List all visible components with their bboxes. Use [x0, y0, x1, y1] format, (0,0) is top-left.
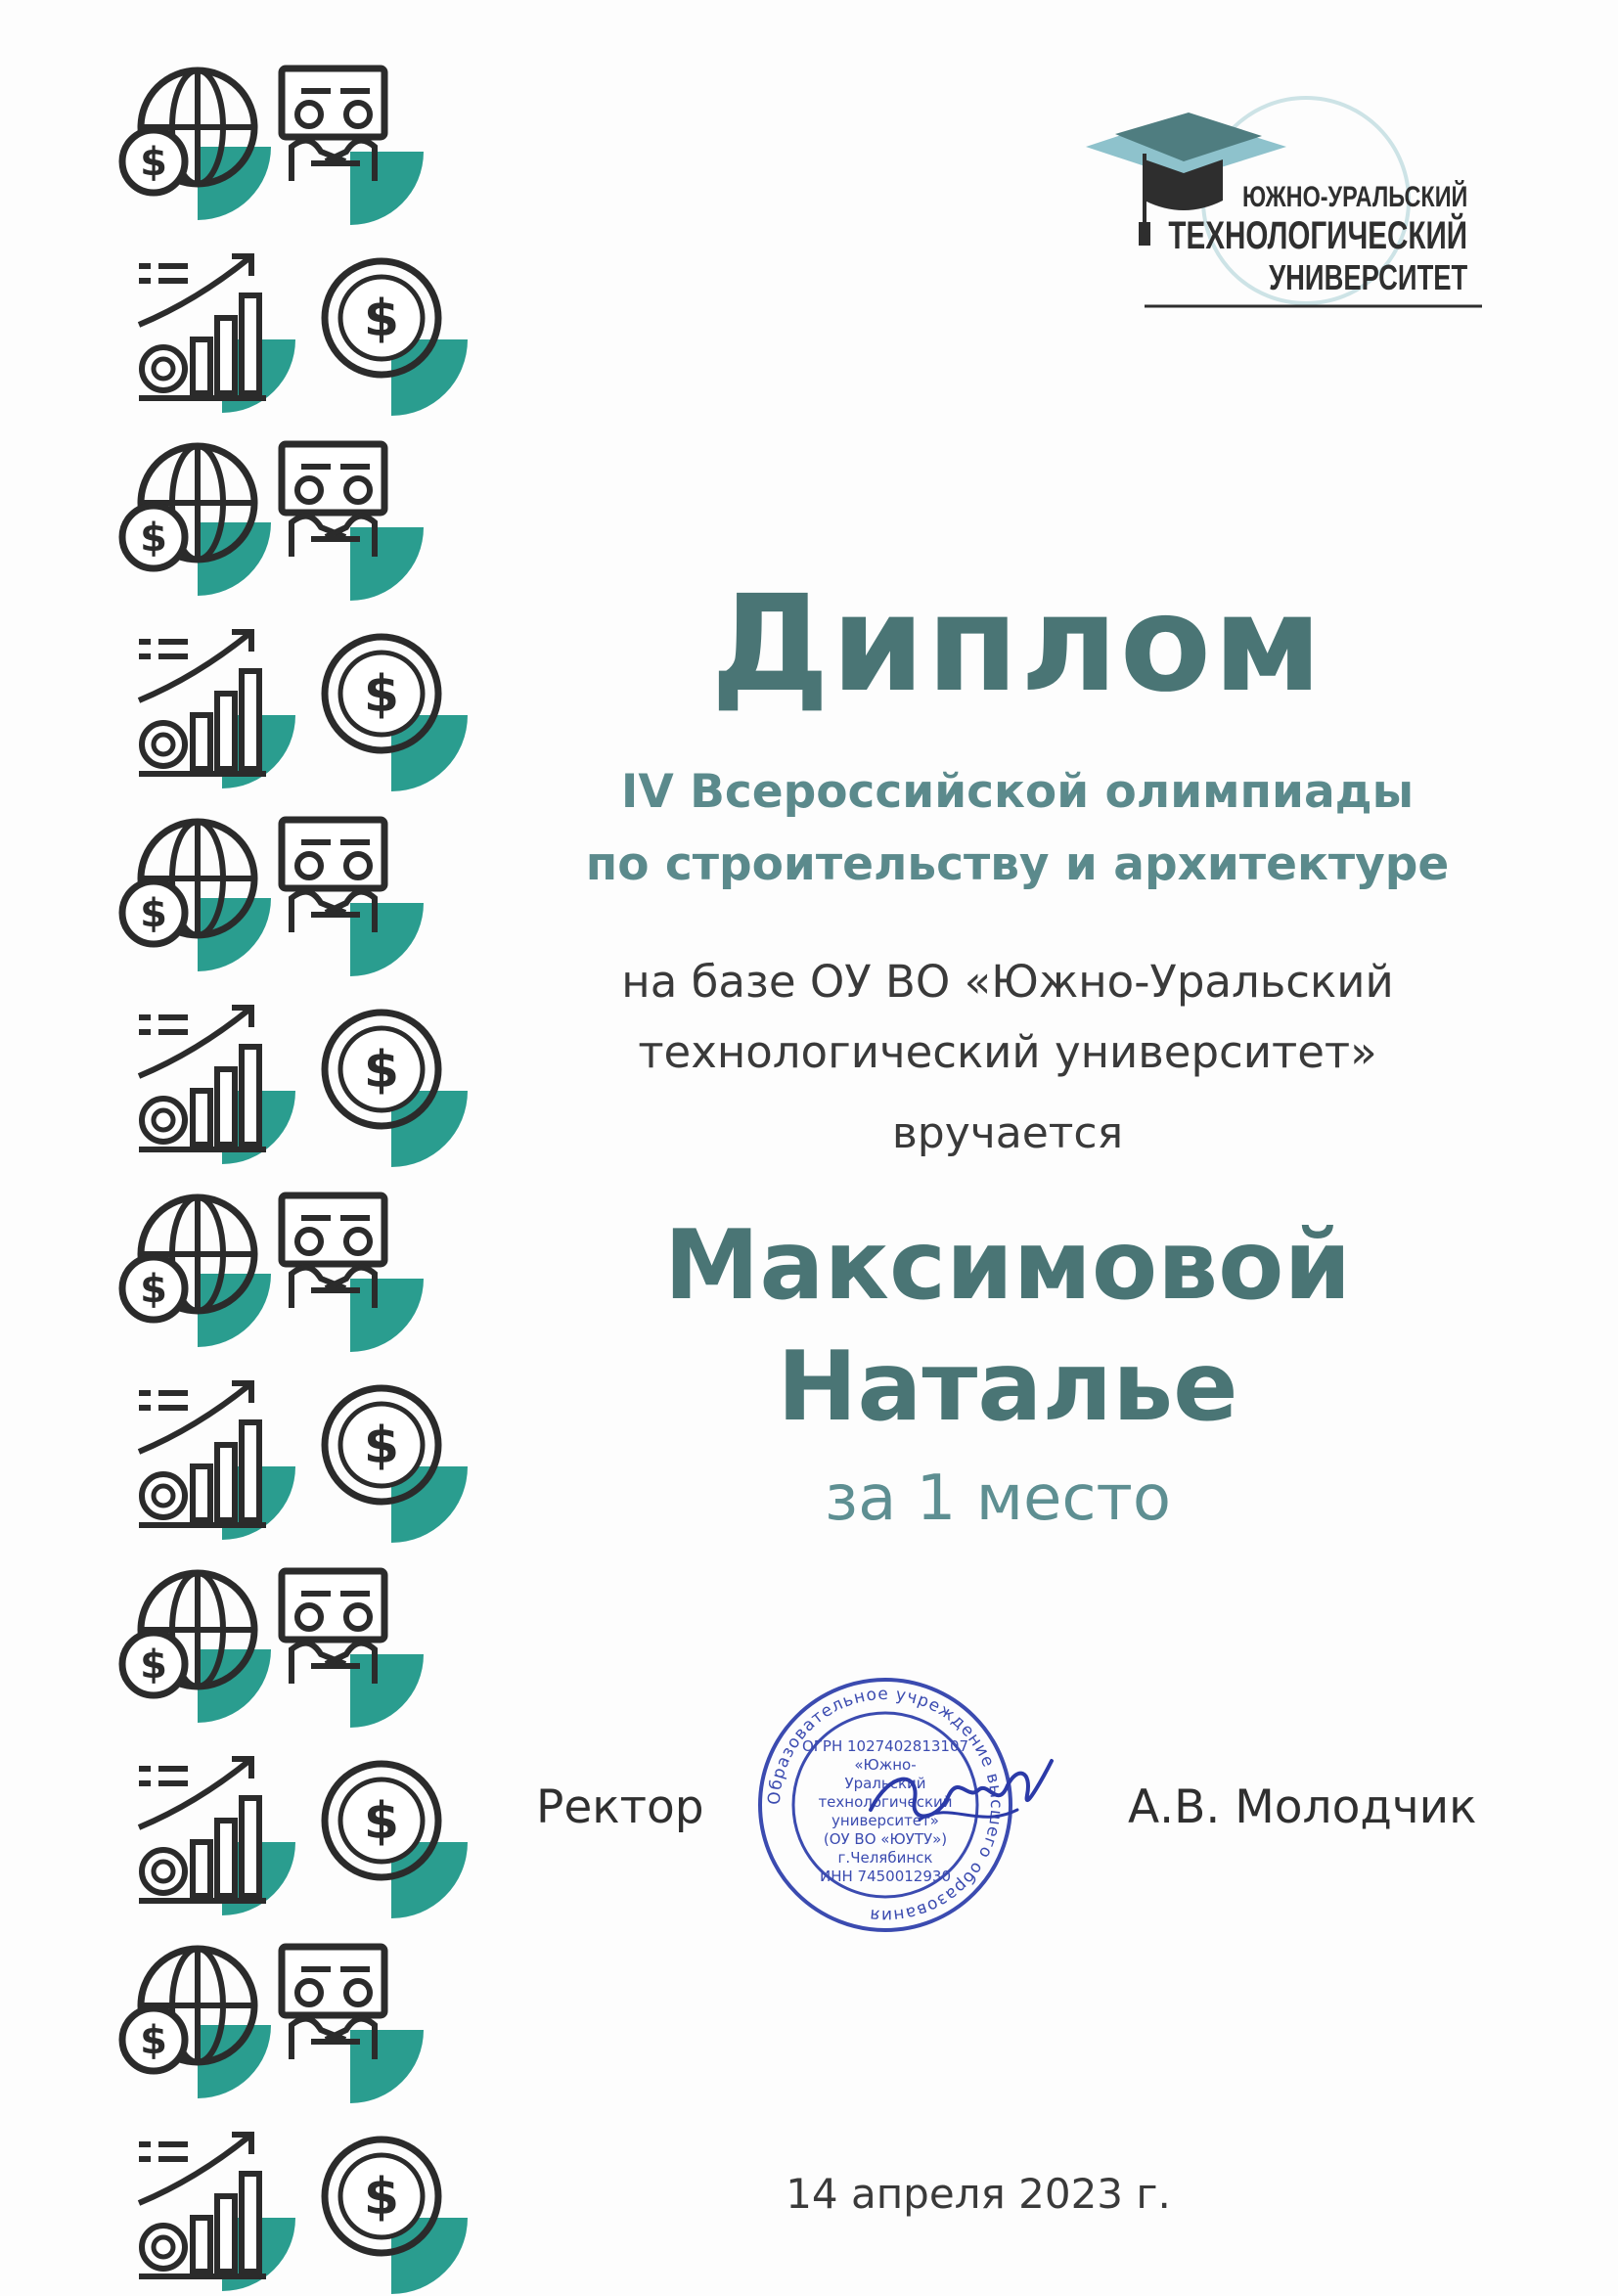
svg-text:$: $: [363, 1417, 400, 1475]
subtitle-line-2: по строительству и архитектуре: [585, 837, 1450, 891]
growth-chart-icon: [110, 1369, 315, 1545]
svg-text:$: $: [140, 1643, 167, 1688]
presentation-meeting-icon: [252, 1181, 458, 1357]
stamp-inner-line: университет»: [831, 1812, 939, 1829]
svg-text:$: $: [140, 140, 167, 185]
growth-chart-icon: [110, 1744, 315, 1920]
stamp-inner-line: «Южно-: [854, 1756, 917, 1774]
decorative-icon-column: [0, 0, 460, 2288]
stamp-inner-line: Уральский: [844, 1775, 926, 1792]
svg-text:$: $: [363, 1792, 400, 1851]
svg-text:$: $: [140, 891, 167, 936]
svg-text:$: $: [363, 1041, 400, 1100]
stamp-inner-line: г.Челябинск: [837, 1849, 933, 1867]
stamp-inner-line: ИНН 7450012930: [820, 1868, 951, 1885]
recipient-name: [587, 1205, 1428, 1448]
issue-date: 14 апреля 2023 г.: [786, 2170, 1171, 2218]
dollar-cycle-icon: [289, 2120, 494, 2296]
logo-text-line-2: ТЕХНОЛОГИЧЕСКИЙ: [1168, 214, 1467, 257]
growth-chart-icon: [110, 617, 315, 793]
university-logo: [1076, 93, 1487, 323]
dollar-cycle-icon: [289, 617, 494, 793]
rector-signature: [861, 1741, 1056, 1849]
stamp-ring-text: Образовательное учреждение высшего образования: [764, 1684, 1007, 1926]
stamp-inner-line: ОГРН 1027402813107: [801, 1737, 969, 1755]
recipient-first-name: Наталье: [777, 1331, 1238, 1443]
rector-label: Ректор: [536, 1780, 704, 1834]
dollar-cycle-icon: [289, 242, 494, 418]
stamp-inner-line: (ОУ ВО «ЮУТУ»): [823, 1830, 948, 1848]
presentation-meeting-icon: [252, 805, 458, 981]
host-line-2: технологический университет»: [638, 1026, 1377, 1078]
rector-name: А.В. Молодчик: [1128, 1780, 1477, 1834]
dollar-cycle-icon: [289, 1744, 494, 1920]
svg-text:$: $: [140, 516, 167, 561]
dollar-cycle-icon: [289, 993, 494, 1169]
diploma-title: Диплом: [710, 567, 1325, 722]
awarded-text: вручается: [891, 1108, 1124, 1158]
logo-text-line-3: УНИВЕРСИТЕТ: [1268, 257, 1467, 297]
place-text: за 1 место: [825, 1463, 1171, 1535]
logo-text-line-1: ЮЖНО-УРАЛЬСКИЙ: [1241, 181, 1467, 213]
presentation-meeting-icon: [252, 1932, 458, 2108]
presentation-meeting-icon: [252, 54, 458, 230]
presentation-meeting-icon: [252, 429, 458, 606]
dollar-cycle-icon: [289, 1369, 494, 1545]
svg-text:$: $: [363, 290, 400, 348]
subtitle-line-1: IV Всероссийской олимпиады: [620, 765, 1415, 819]
olympiad-subtitle: [489, 756, 1546, 901]
svg-text:$: $: [140, 1267, 167, 1312]
svg-text:$: $: [363, 665, 400, 724]
presentation-meeting-icon: [252, 1556, 458, 1733]
growth-chart-icon: [110, 2120, 315, 2296]
recipient-surname: Максимовой: [663, 1210, 1352, 1322]
svg-text:$: $: [140, 2018, 167, 2063]
stamp-inner-line: технологический: [818, 1793, 953, 1811]
host-institution: [548, 947, 1467, 1088]
growth-chart-icon: [110, 993, 315, 1169]
growth-chart-icon: [110, 242, 315, 418]
host-line-1: на базе ОУ ВО «Южно-Уральский: [621, 956, 1394, 1008]
svg-text:$: $: [363, 2168, 400, 2227]
